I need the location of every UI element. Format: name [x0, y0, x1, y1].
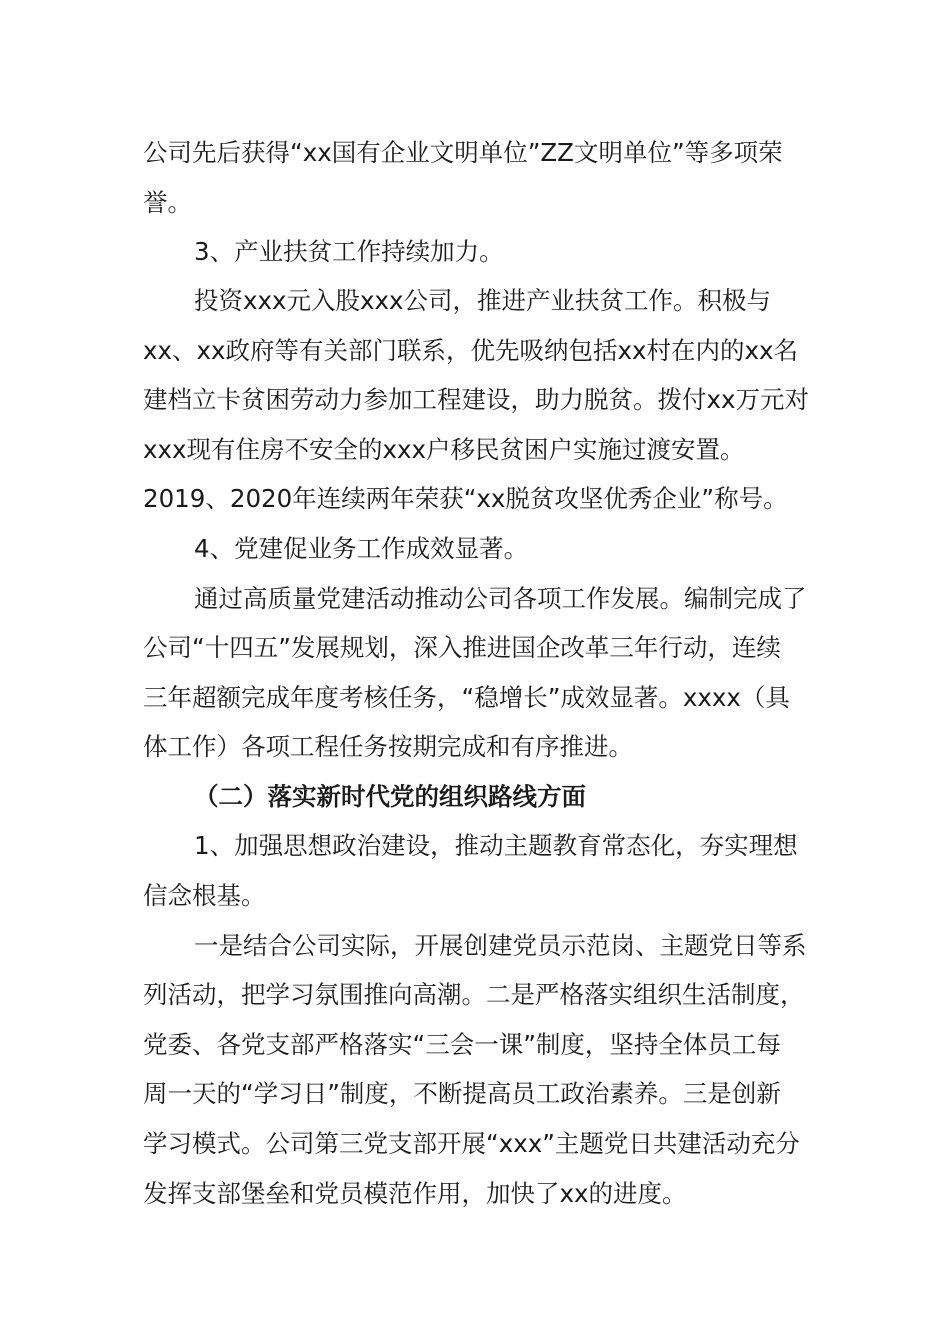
paragraph-line: 三年超额完成年度考核任务，“稳增长”成效显著。xxxx（具 [143, 683, 790, 712]
paragraph-line: 建档立卡贫困劳动力参加工程建设，助力脱贫。拨付xx万元对 [143, 385, 809, 414]
paragraph-line: 列活动，把学习氛围推向高潮。二是严格落实组织生活制度， [143, 980, 805, 1009]
subheading-ideology: 1、加强思想政治建设，推动主题教育常态化，夯实理想 [194, 831, 798, 860]
paragraph-line: 誉。 [143, 188, 192, 217]
paragraph-line: 通过高质量党建活动推动公司各项工作发展。编制完成了 [194, 584, 807, 613]
paragraph-line: xx、xx政府等有关部门联系，优先吸纳包括xx村在内的xx名 [143, 336, 798, 365]
paragraph-line: 2019、2020年连续两年荣获“xx脱贫攻坚优秀企业”称号。 [143, 484, 788, 513]
paragraph-line: 信念根基。 [143, 881, 266, 910]
subheading-industry-poverty: 3、产业扶贫工作持续加力。 [194, 237, 504, 266]
paragraph-line: xxx现有住房不安全的xxx户移民贫困户实施过渡安置。 [143, 435, 745, 464]
paragraph-line: 学习模式。公司第三党支部开展“xxx”主题党日共建活动充分 [143, 1129, 800, 1158]
paragraph-line: 投资xxx元入股xxx公司，推进产业扶贫工作。积极与 [194, 286, 771, 315]
paragraph-line: 公司“十四五”发展规划，深入推进国企改革三年行动，连续 [143, 633, 781, 662]
paragraph-line: 一是结合公司实际，开展创建党员示范岗、主题党日等系 [194, 931, 807, 960]
paragraph-line: 发挥支部堡垒和党员模范作用，加快了xx的进度。 [143, 1179, 687, 1208]
paragraph-line: 体工作）各项工程任务按期完成和有序推进。 [143, 732, 633, 761]
paragraph-line: 公司先后获得“xx国有企业文明单位”ZZ文明单位”等多项荣 [143, 138, 783, 167]
section-heading: （二）落实新时代党的组织路线方面 [194, 782, 586, 811]
subheading-party-building: 4、党建促业务工作成效显著。 [194, 534, 529, 563]
paragraph-line: 周一天的“学习日”制度，不断提高员工政治素养。三是创新 [143, 1079, 781, 1108]
paragraph-line: 党委、各党支部严格落实“三会一课”制度，坚持全体员工每 [143, 1030, 781, 1059]
